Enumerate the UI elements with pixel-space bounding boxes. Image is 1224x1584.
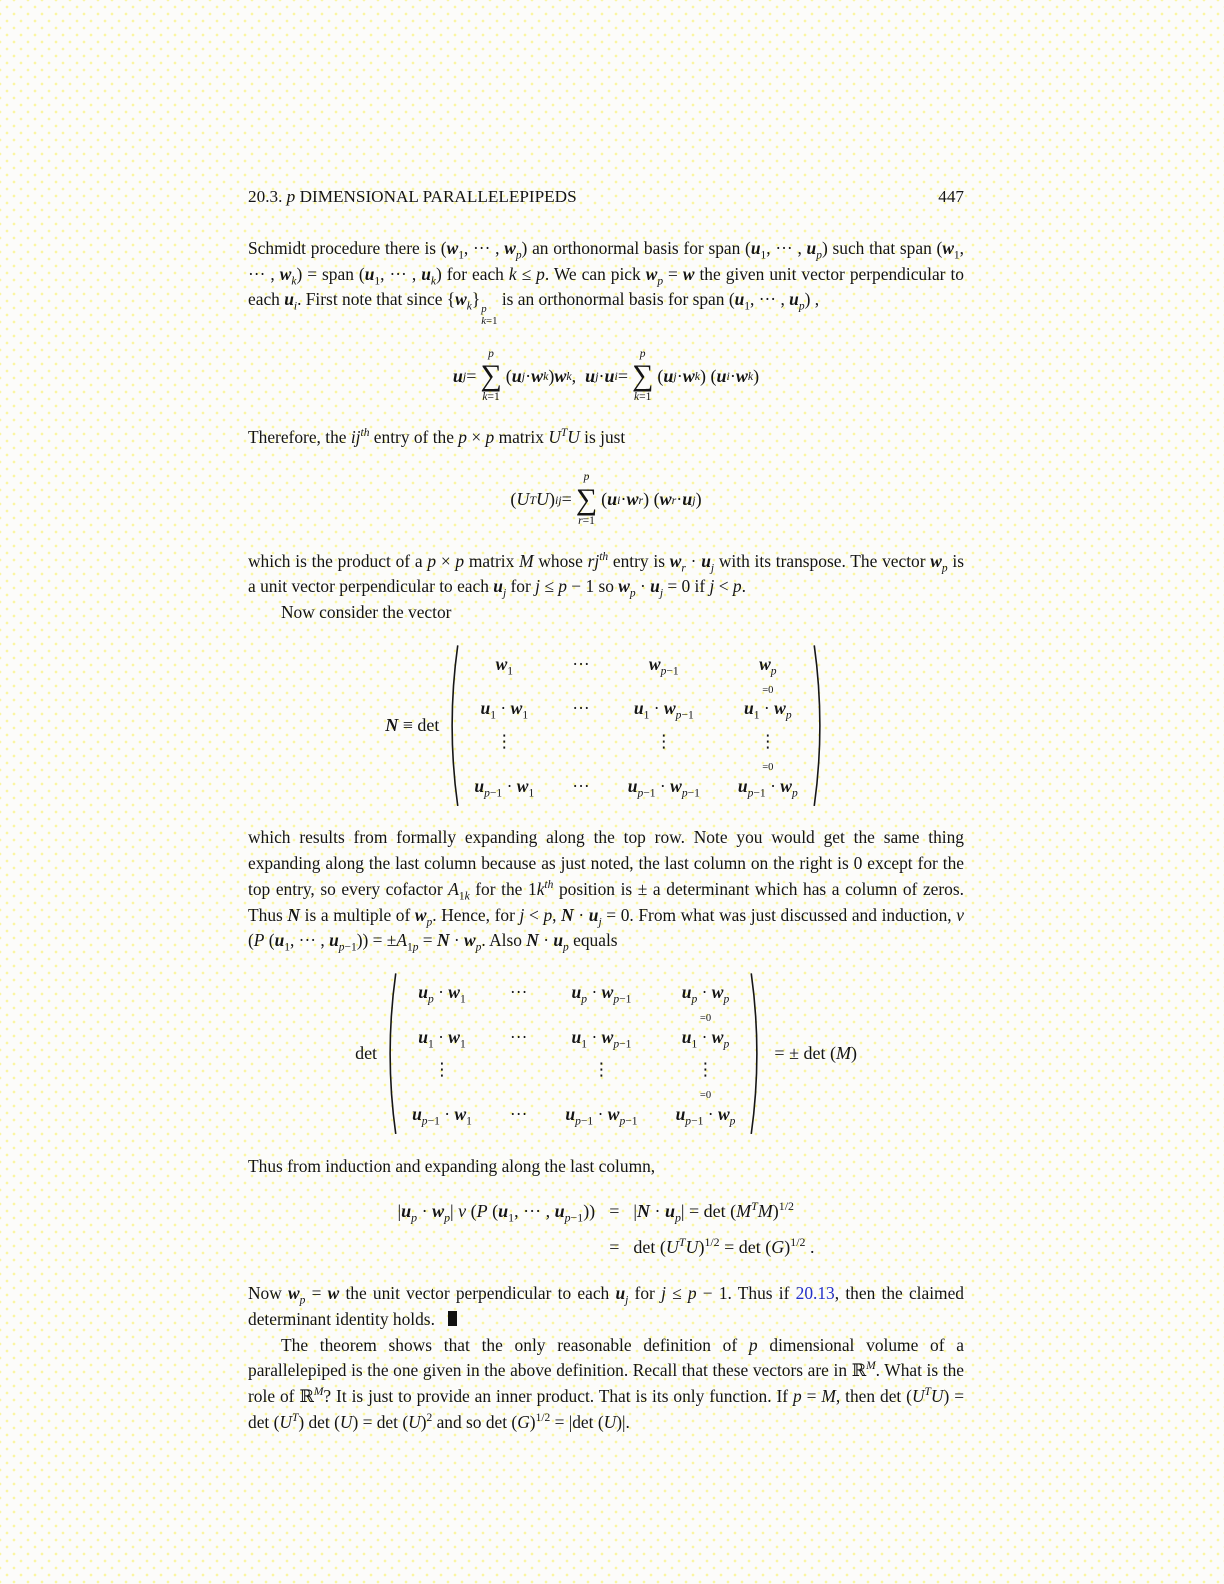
paragraph-therefore: Therefore, the $ij^{th}$ entry of the p × p matrix $U^TU$ is just <box>248 427 626 448</box>
matrix-m-label: det <box>355 1043 378 1064</box>
matrix-m-rhs: = ± det (M) <box>774 1043 857 1064</box>
right-paren-icon <box>812 642 827 809</box>
paragraph-schmidt: Schmidt procedure there is ($w_1$, ··· , $w_p$) an orthonormal basis for span ($u_1$, ··· , $u_p$) such that span ($w_1$, ··· , $w_k$) = span ($u_1$, ··· , $u_k$) for each k ≤ p. We can pick $w_p = w$ the given unit vector perpendicular to each $u_i$. First note that since $\{w_k\}$ p k=1 is an orthonormal basis for span ($u_1$, ··· , $u_p$) , <box>248 237 965 328</box>
matrix-cell: ··· <box>572 775 590 796</box>
paragraph-theorem-shows: The theorem shows that the only reasonable definition of p dimensional volume of a parallelepiped is the one given in the above definition. Recall that these vectors are in ℝ$^M$. What is the role of ℝ$^M$? It is just to provide an inner product. That is its only function. If p = M, then $\det (U^TU) = \det (U^T)$ $\det (U) = \det (U)^2$ and so $\det (G)^{1/2} = |\det$ (U)|. <box>248 1334 965 1432</box>
section-title: 20.3. p DIMENSIONAL PARALLELEPIPEDS <box>248 187 577 206</box>
matrix-cell: $u_{p-1} \cdot w_{p-1}$ <box>565 1103 638 1128</box>
matrix-cell: $w_p$ <box>759 654 777 678</box>
matrix-cell: $u_1 \cdot w_1$ <box>480 698 529 722</box>
matrix-cell: =0 $u_{p-1} \cdot w_p$ <box>737 761 798 799</box>
aligned-rel-1: = <box>609 1201 620 1222</box>
matrix-m-grid <box>398 970 749 1137</box>
matrix-cell: =0 $u_1 \cdot w_p$ <box>744 684 792 722</box>
paragraph-now-wp: Now $w_p = w$ the unit vector perpendicular to each $u_j$ for j ≤ p − 1. Thus if 20.13, then the claimed determinant identity holds. <box>248 1282 964 1329</box>
aligned-rhs-1: $|N \cdot u_p| = \det (M^TM)^{1/2}$ <box>633 1199 794 1225</box>
matrix-cell: ⋮ <box>696 1060 715 1081</box>
matrix-cell: ··· <box>572 698 590 719</box>
crossref-20-13[interactable]: 20.13 <box>795 1282 835 1303</box>
matrix-cell: $u_{p-1} \cdot w_1$ <box>412 1103 472 1128</box>
matrix-cell: $u_{p-1} \cdot w_{p-1}$ <box>627 775 700 799</box>
matrix-cell: $u_1 \cdot w_{p-1}$ <box>571 1026 632 1051</box>
display-matrix-m <box>248 970 964 1137</box>
matrix-m <box>383 970 764 1137</box>
display-equation-utu: ( U T U ) ij = p ∑ r=1 ( u i · w r ) ( w r · u j ) <box>510 471 702 527</box>
matrix-cell: ⋮ <box>433 1060 451 1081</box>
matrix-cell: $u_1 \cdot w_{p-1}$ <box>633 698 694 722</box>
left-paren-icon <box>445 642 460 809</box>
matrix-cell: ··· <box>572 654 590 675</box>
matrix-cell: ⋮ <box>655 732 673 753</box>
aligned-rel-2: = <box>609 1237 620 1258</box>
display-aligned-equations <box>248 1199 964 1261</box>
matrix-cell: ⋮ <box>495 732 514 753</box>
page-content <box>248 184 964 1436</box>
matrix-cell: ··· <box>509 982 528 1003</box>
page-header <box>248 184 964 210</box>
matrix-cell: $u_p \cdot w_1$ <box>418 982 466 1006</box>
matrix-cell: =0 $u_{p-1} \cdot w_p$ <box>675 1090 736 1128</box>
matrix-cell: $u_p \cdot w_p$ <box>681 982 730 1006</box>
matrix-cell: $u_p \cdot w_{p-1}$ <box>571 982 632 1006</box>
paragraph-product: which is the product of a p × p matrix M whose $rj^{th}$ entry is $w_r \cdot u_j$ with its transpose. The vector $w_p$ is a unit vector perpendicular to each $u_j$ for j ≤ p − 1 so $w_p \cdot u_j = 0$ if j < p. <box>248 550 965 600</box>
matrix-cell: ⋮ <box>759 732 777 753</box>
left-paren-icon <box>383 970 398 1137</box>
paragraph-now-consider: Now consider the vector <box>281 602 452 623</box>
matrix-cell: $w_1$ <box>495 654 514 678</box>
matrix-cell: $u_{p-1} \cdot w_1$ <box>474 775 535 799</box>
matrix-cell: ··· <box>509 1026 528 1047</box>
display-matrix-n <box>248 642 964 809</box>
display-equation-sums: u j = p ∑ k=1 ( u j · w k ) w k , u j · u i = p ∑ k=1 ( u j · w k ) ( u i · w k ) <box>452 347 760 404</box>
matrix-cell: =0 $u_1 \cdot w_p$ <box>681 1013 730 1051</box>
matrix-cell: $w_{p-1}$ <box>648 654 679 678</box>
page-number: 447 <box>938 187 964 206</box>
aligned-rhs-2: $\det (U^TU)^{1/2} = \det (G)^{1/2}$ . <box>633 1235 815 1258</box>
paragraph-expanding: which results from formally expanding along the top row. Note you would get the same thing expanding along the last column because as just noted, the last column on the right is 0 except for the top entry, so every cofactor $A_{1k}$ for the $1k^{th}$ position is ± a determinant which has a column of zeros. Thus N is a multiple of $w_p$. Hence, for j < p, $N \cdot u_j = 0$. From what was just discussed and induction, v (P ($u_1$, ··· , $u_{p-1})) = \pm A_{1p} = N \cdot w_p$. Also $N \cdot u_p$ equals <box>248 827 964 954</box>
aligned-lhs-1: $|u_p \cdot w_p|$ v (P ($u_1$, ··· , $u_{p-1}$)) <box>397 1201 596 1225</box>
right-paren-icon <box>749 970 764 1137</box>
matrix-n-label: N ≡ det <box>385 714 440 735</box>
matrix-n-grid <box>460 642 811 809</box>
matrix-cell: $u_1 \cdot w_1$ <box>418 1026 466 1051</box>
qed-icon <box>448 1311 457 1326</box>
matrix-cell: ⋮ <box>592 1060 611 1081</box>
matrix-cell: ··· <box>509 1103 528 1124</box>
paragraph-thus-induction: Thus from induction and expanding along the last column, <box>248 1155 656 1176</box>
matrix-n <box>445 642 826 809</box>
